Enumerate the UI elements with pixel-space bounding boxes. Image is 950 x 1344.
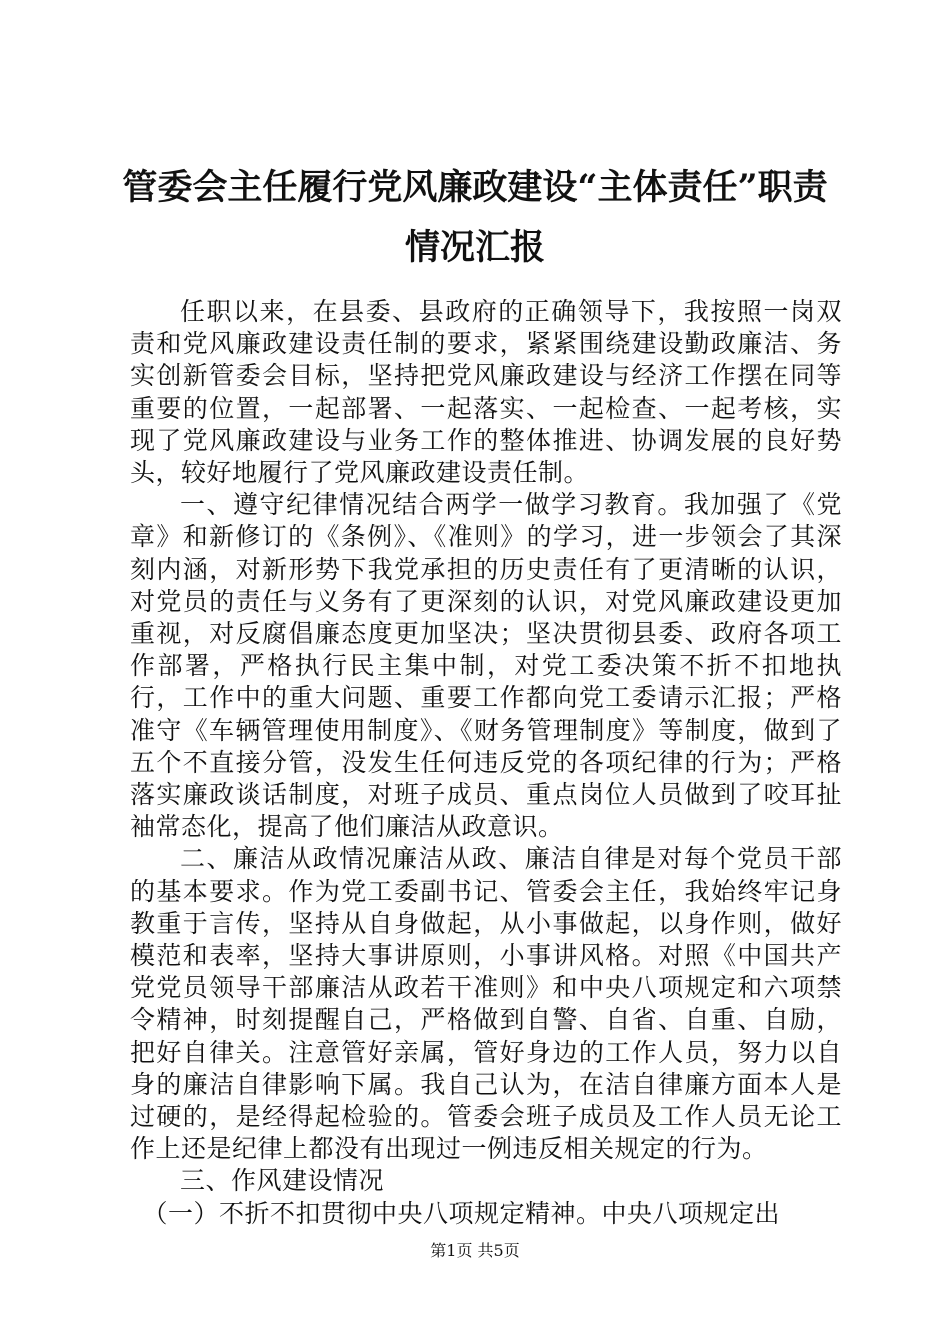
document-title: 管委会主任履行党风廉政建设“主体责任”职责情况汇报 bbox=[122, 167, 828, 268]
paragraph-discipline: 一、遵守纪律情况结合两学一做学习教育。我加强了《党章》和新修订的《条例》、《准则》的学习，进一步领会了其深刻内涵，对新形势下我党承担的历史责任有了更清晰的认识，对党员的责任与义务有了更深刻的认识，对党风廉政建设更加重视，对反腐倡廉态度更加坚决；坚决贯彻县委、政府各项工作部署，严格执行民主集中制，对党工委决策不折不扣地执行，工作中的重大问题、重要工作都向党工委请示汇报；严格准守《车辆管理使用制度》、《财务管理制度》等制度，做到了五个不直接分管，没发生任何违反党的各项纪律的行为；严格落实廉政谈话制度，对班子成员、重点岗位人员做到了咬耳扯袖常态化，提高了他们廉洁从政意识。 bbox=[130, 490, 842, 842]
section-heading-work-style: 三、作风建设情况 bbox=[180, 1166, 385, 1196]
document-body bbox=[130, 296, 842, 1230]
page-number-footer: 第1页 共5页 bbox=[430, 1241, 520, 1260]
paragraph-eight-rules: （一）不折不扣贯彻中央八项规定精神。中央八项规定出 bbox=[142, 1198, 781, 1228]
paragraph-integrity: 二、廉洁从政情况廉洁从政、廉洁自律是对每个党员干部的基本要求。作为党工委副书记、管委会主任，我始终牢记身教重于言传，坚持从自身做起，从小事做起，以身作则，做好模范和表率，坚持大事讲原则，小事讲风格。对照《中国共产党党员领导干部廉洁从政若干准则》和中央八项规定和六项禁令精神，时刻提醒自己，严格做到自警、自省、自重、自励，把好自律关。注意管好亲属，管好身边的工作人员，努力以自身的廉洁自律影响下属。我自己认为，在洁自律廉方面本人是过硬的，是经得起检验的。管委会班子成员及工作人员无论工作上还是纪律上都没有出现过一例违反相关规定的行为。 bbox=[130, 844, 842, 1164]
paragraph-intro: 任职以来，在县委、县政府的正确领导下，我按照一岗双责和党风廉政建设责任制的要求，紧紧围绕建设勤政廉洁、务实创新管委会目标，坚持把党风廉政建设与经济工作摆在同等重要的位置，一起部署、一起落实、一起检查、一起考核，实现了党风廉政建设与业务工作的整体推进、协调发展的良好势头，较好地履行了党风廉政建设责任制。 bbox=[130, 297, 842, 488]
